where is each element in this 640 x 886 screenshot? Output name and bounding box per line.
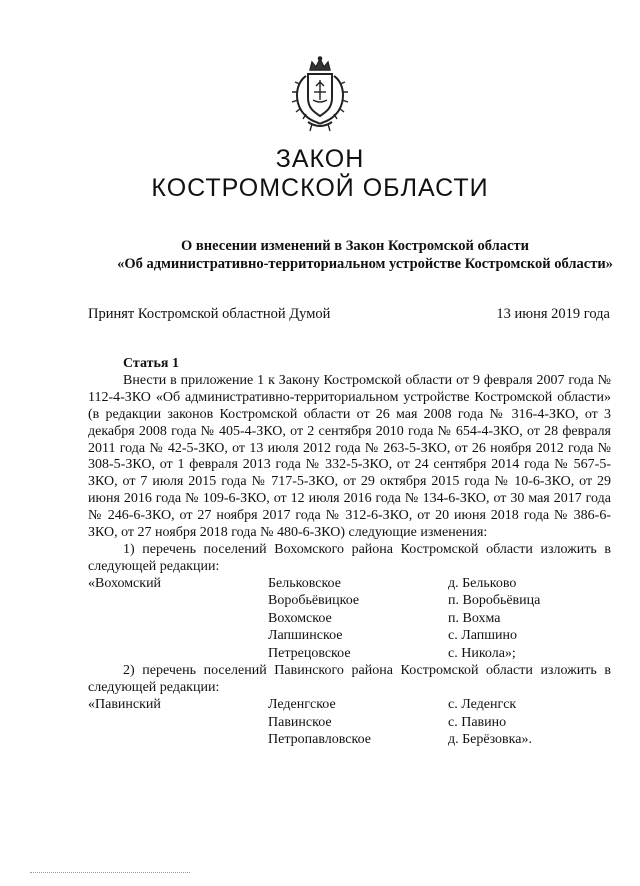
coat-of-arms-emblem [286, 56, 354, 132]
table-row: Вохомское п. Вохма [268, 610, 501, 626]
article-heading: Статья 1 [123, 356, 179, 371]
document-subtitle-line1: О внесении изменений в Закон Костромской области [181, 238, 529, 254]
document-subtitle-line2: «Об административно-территориальном устройстве Костромской области» [117, 256, 613, 272]
document-title-line1: ЗАКОН [275, 145, 365, 173]
table-row: «Вохомский Бельковское д. Бельково [88, 575, 517, 591]
settlements-table-pavino [88, 697, 611, 750]
document-body [88, 356, 611, 750]
table-row: Петрецовское с. Никола»; [268, 645, 516, 661]
settlements-table-vokhma [88, 576, 611, 664]
adoption-line [88, 306, 610, 323]
table-row: «Павинский Леденгское с. Леденгск [88, 697, 517, 713]
table-row: Павинское с. Павино [268, 714, 507, 730]
adoption-text: Принят Костромской областной Думой [88, 306, 331, 322]
item-2-text: 2) перечень поселений Павинского района Костромской области изложить в следующей редакции: [88, 663, 611, 696]
article-paragraph: Внести в приложение 1 к Закону Костромской области от 9 февраля 2007 года № 112-4-ЗКО «Об административно-территориальном устройстве Костромской области» (в редакции законов Костромской области от 26 мая 2008 года № 316-4-ЗКО, от 3 декабря 2008 года № 405-4-ЗКО, от 2 сентября 2010 года № 654-4-ЗКО, от 28 февраля 2011 года № 42-5-ЗКО, от 13 июля 2012 года № 263-5-ЗКО, от 26 ноября 2012 года № 308-5-ЗКО, от 1 февраля 2013 года № 332-5-ЗКО, от 24 сентября 2014 года № 567-5-ЗКО, от 7 июля 2015 года № 717-5-ЗКО, от 29 октября 2015 года № 10-6-ЗКО, от 29 июня 2016 года № 109-6-ЗКО, от 12 июля 2016 года № 134-6-ЗКО, от 30 мая 2017 года № 246-6-ЗКО, от 27 ноября 2017 года № 312-6-ЗКО, от 20 июня 2018 года № 386-6-ЗКО, от 27 ноября 2018 года № 480-6-ЗКО) следующие изменения: [88, 372, 611, 541]
adoption-date: 13 июня 2019 года [496, 306, 610, 322]
table-row: Лапшинское с. Лапшино [268, 628, 517, 644]
table-row: Воробьёвицкое п. Воробьёвица [268, 593, 541, 609]
table-row: Петропавловское д. Берёзовка». [268, 732, 532, 748]
footer-divider [30, 872, 190, 873]
item-1-text: 1) перечень поселений Вохомского района Костромской области изложить в следующей редакции: [88, 541, 611, 574]
document-title-line2: КОСТРОМСКОЙ ОБЛАСТИ [151, 174, 489, 202]
